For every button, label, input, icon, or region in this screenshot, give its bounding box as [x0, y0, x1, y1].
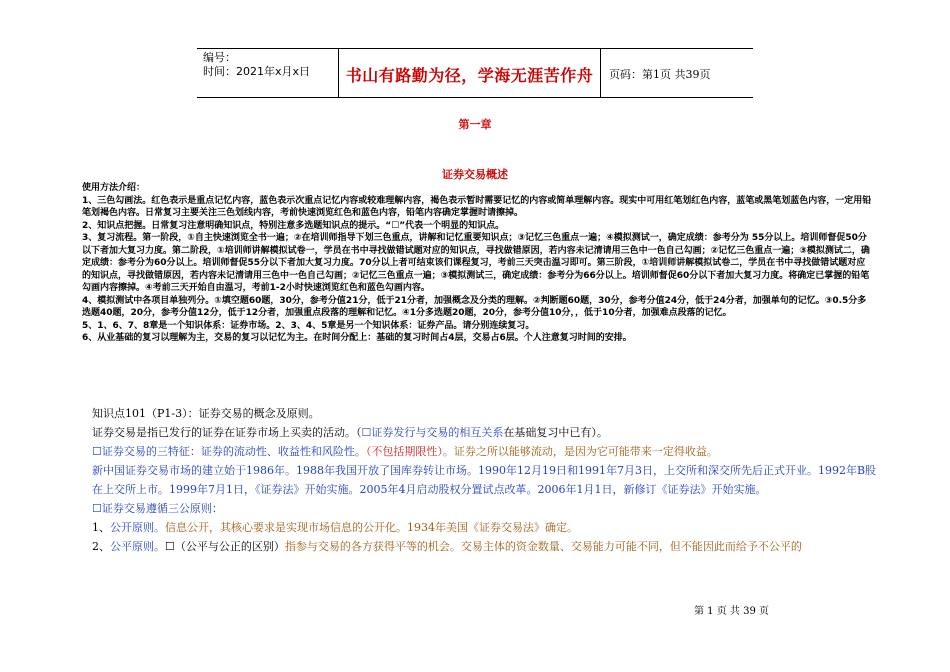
features-text: ☐证券交易的三特征：证券的流动性、收益性和风险性。	[92, 445, 366, 458]
usage-item-4: 4、模拟测试中各项目单独列分。①填空题60题，30分，参考分值21分，低于21分者，加强概念及分类的理解。②判断题60题，30分，参考分值24分，低于24分者，加强单句的记忆。③0.5分多选题40题，20分，参考分值12分，低于12分者，加强重点段落的理解和记忆。④1分多选题20题，20分，参考分值10分，，低于10分者，加强难点段落的记忆。	[82, 295, 867, 318]
principles-title: ☐证券交易遵循三公原则：	[92, 502, 223, 515]
page-footer: 第 1 页 共 39 页	[694, 606, 769, 617]
principle-2-number: 2、	[92, 540, 110, 553]
usage-item-3: 3、复习流程。第一阶段，①自主快速浏览全书一遍；②在培训师指导下划三色重点，讲解和记忆重要知识点；③记忆三色重点一遍；④模拟测试一，确定成绩：参考分为 55分以上。培训师督促50分以下者加大复习力度。第二阶段，①培训师讲解模拟试卷一，学员在书中寻找做错试题对应的知识点，寻找做错原因，若内容未记清请用三色中一色自己勾画；②记忆三色重点一遍；③模拟测试二，确定成绩：参考分为60分以上。培训师督促55分以下者加大复习力度。70分以上者可结束该们课程复习，考前三天突击温习即可。第三阶段，①培训师讲解模拟试卷二，学员在书中寻找做错试题对应的知识点，寻找做错原因，若内容未记清请用三色中一色自己勾画；②记忆三色重点一遍；③模拟测试三，确定成绩：参考分为66分以上。培训师督促60分以下者加大复习力度。将确定已掌握的铅笔勾画内容擦掉。④考前三天开始自由温习，考前1-2小时快速浏览红色和蓝色勾画内容。	[82, 233, 870, 293]
features-line	[92, 442, 878, 461]
usage-item-5: 5、1、6、7、8章是一个知识体系：证券市场。2、3、4、5章是另一个知识体系：证券产品。请分别连续复习。	[82, 320, 535, 331]
principle-1-number: 1、	[92, 521, 110, 534]
features-explanation: 。证券之所以能够流动，是因为它可能带来一定得收益。	[442, 445, 718, 458]
principle-1-text: 信息公开，其核心要求是实现市场信息的公开化。1934年美国《证券交易法》确定。	[165, 521, 578, 534]
features-exclusion: （不包括期限性）	[365, 445, 443, 458]
number-label: 编号：	[203, 51, 236, 64]
definition-highlight: ☐证券发行与交易的相互关系	[361, 426, 504, 439]
principle-2-text: 指参与交易的各方获得平等的机会。交易主体的资金数量、交易能力可能不同，但不能因此而给予不公平的	[284, 540, 802, 553]
principle-2	[92, 537, 878, 556]
usage-heading: 使用方法介绍：	[82, 183, 146, 193]
usage-item-6: 6、从业基础的复习以理解为主，交易的复习以记忆为主。在时间分配上：基础的复习时间占4层，交易占6层。个人注意复习时间的安排。	[82, 333, 632, 343]
time-label: 时间：2021年x月x日	[203, 65, 311, 78]
header-meta-cell	[197, 49, 339, 97]
motto: 书山有路勤为径，学海无涯苦作舟	[339, 49, 601, 97]
principle-2-name: 公平原则。	[110, 540, 165, 553]
chapter-title: 第一章	[458, 118, 492, 131]
section-title: 证券交易概述	[442, 168, 508, 181]
definition-note: 在基础复习中已有）。	[503, 426, 608, 439]
page-info: 页码：第1页 共39页	[609, 68, 711, 81]
knowledge-point-101	[92, 404, 878, 556]
usage-item-2: 2、知识点把握。日常复习注意明确知识点，特别注意多选题知识点的提示。“☐”代表一个明显的知识点。	[82, 220, 505, 231]
knowledge-title: 知识点101（P1-3）：证券交易的概念及原则。	[92, 407, 320, 420]
principle-1-name: 公开原则。	[110, 521, 165, 534]
principle-1	[92, 518, 878, 537]
usage-instructions	[82, 182, 874, 345]
definition-line	[92, 423, 878, 442]
history-paragraph: 新中国证券交易市场的建立始于1986年。1988年我国开放了国库券转让市场。1990年12月19日和1991年7月3日，上交所和深交所先后正式开业。1992年B股在上交所上市。1999年7月1日，《证券法》开始实施。2005年4月启动股权分置试点改革。2006年1月1日，新修订《证券法》开始实施。	[92, 464, 877, 496]
usage-item-1: 1、三色勾画法。红色表示是重点记忆内容，蓝色表示次重点记忆内容或较难理解内容，褐色表示暂时需要记忆的内容或简单理解内容。现实中可用红笔划红色内容，蓝笔或黑笔划蓝色内容，一定用铅笔划褐色内容。日常复习主要关注三色划线内容，考前快速浏览红色和蓝色内容，铅笔内容确定掌握时请擦掉。	[82, 195, 872, 218]
header-table	[197, 48, 753, 98]
principle-2-note: ☐（公平与公正的区别）	[165, 540, 285, 553]
definition-text: 证券交易是指已发行的证券在证券市场上买卖的活动。（	[92, 426, 362, 439]
